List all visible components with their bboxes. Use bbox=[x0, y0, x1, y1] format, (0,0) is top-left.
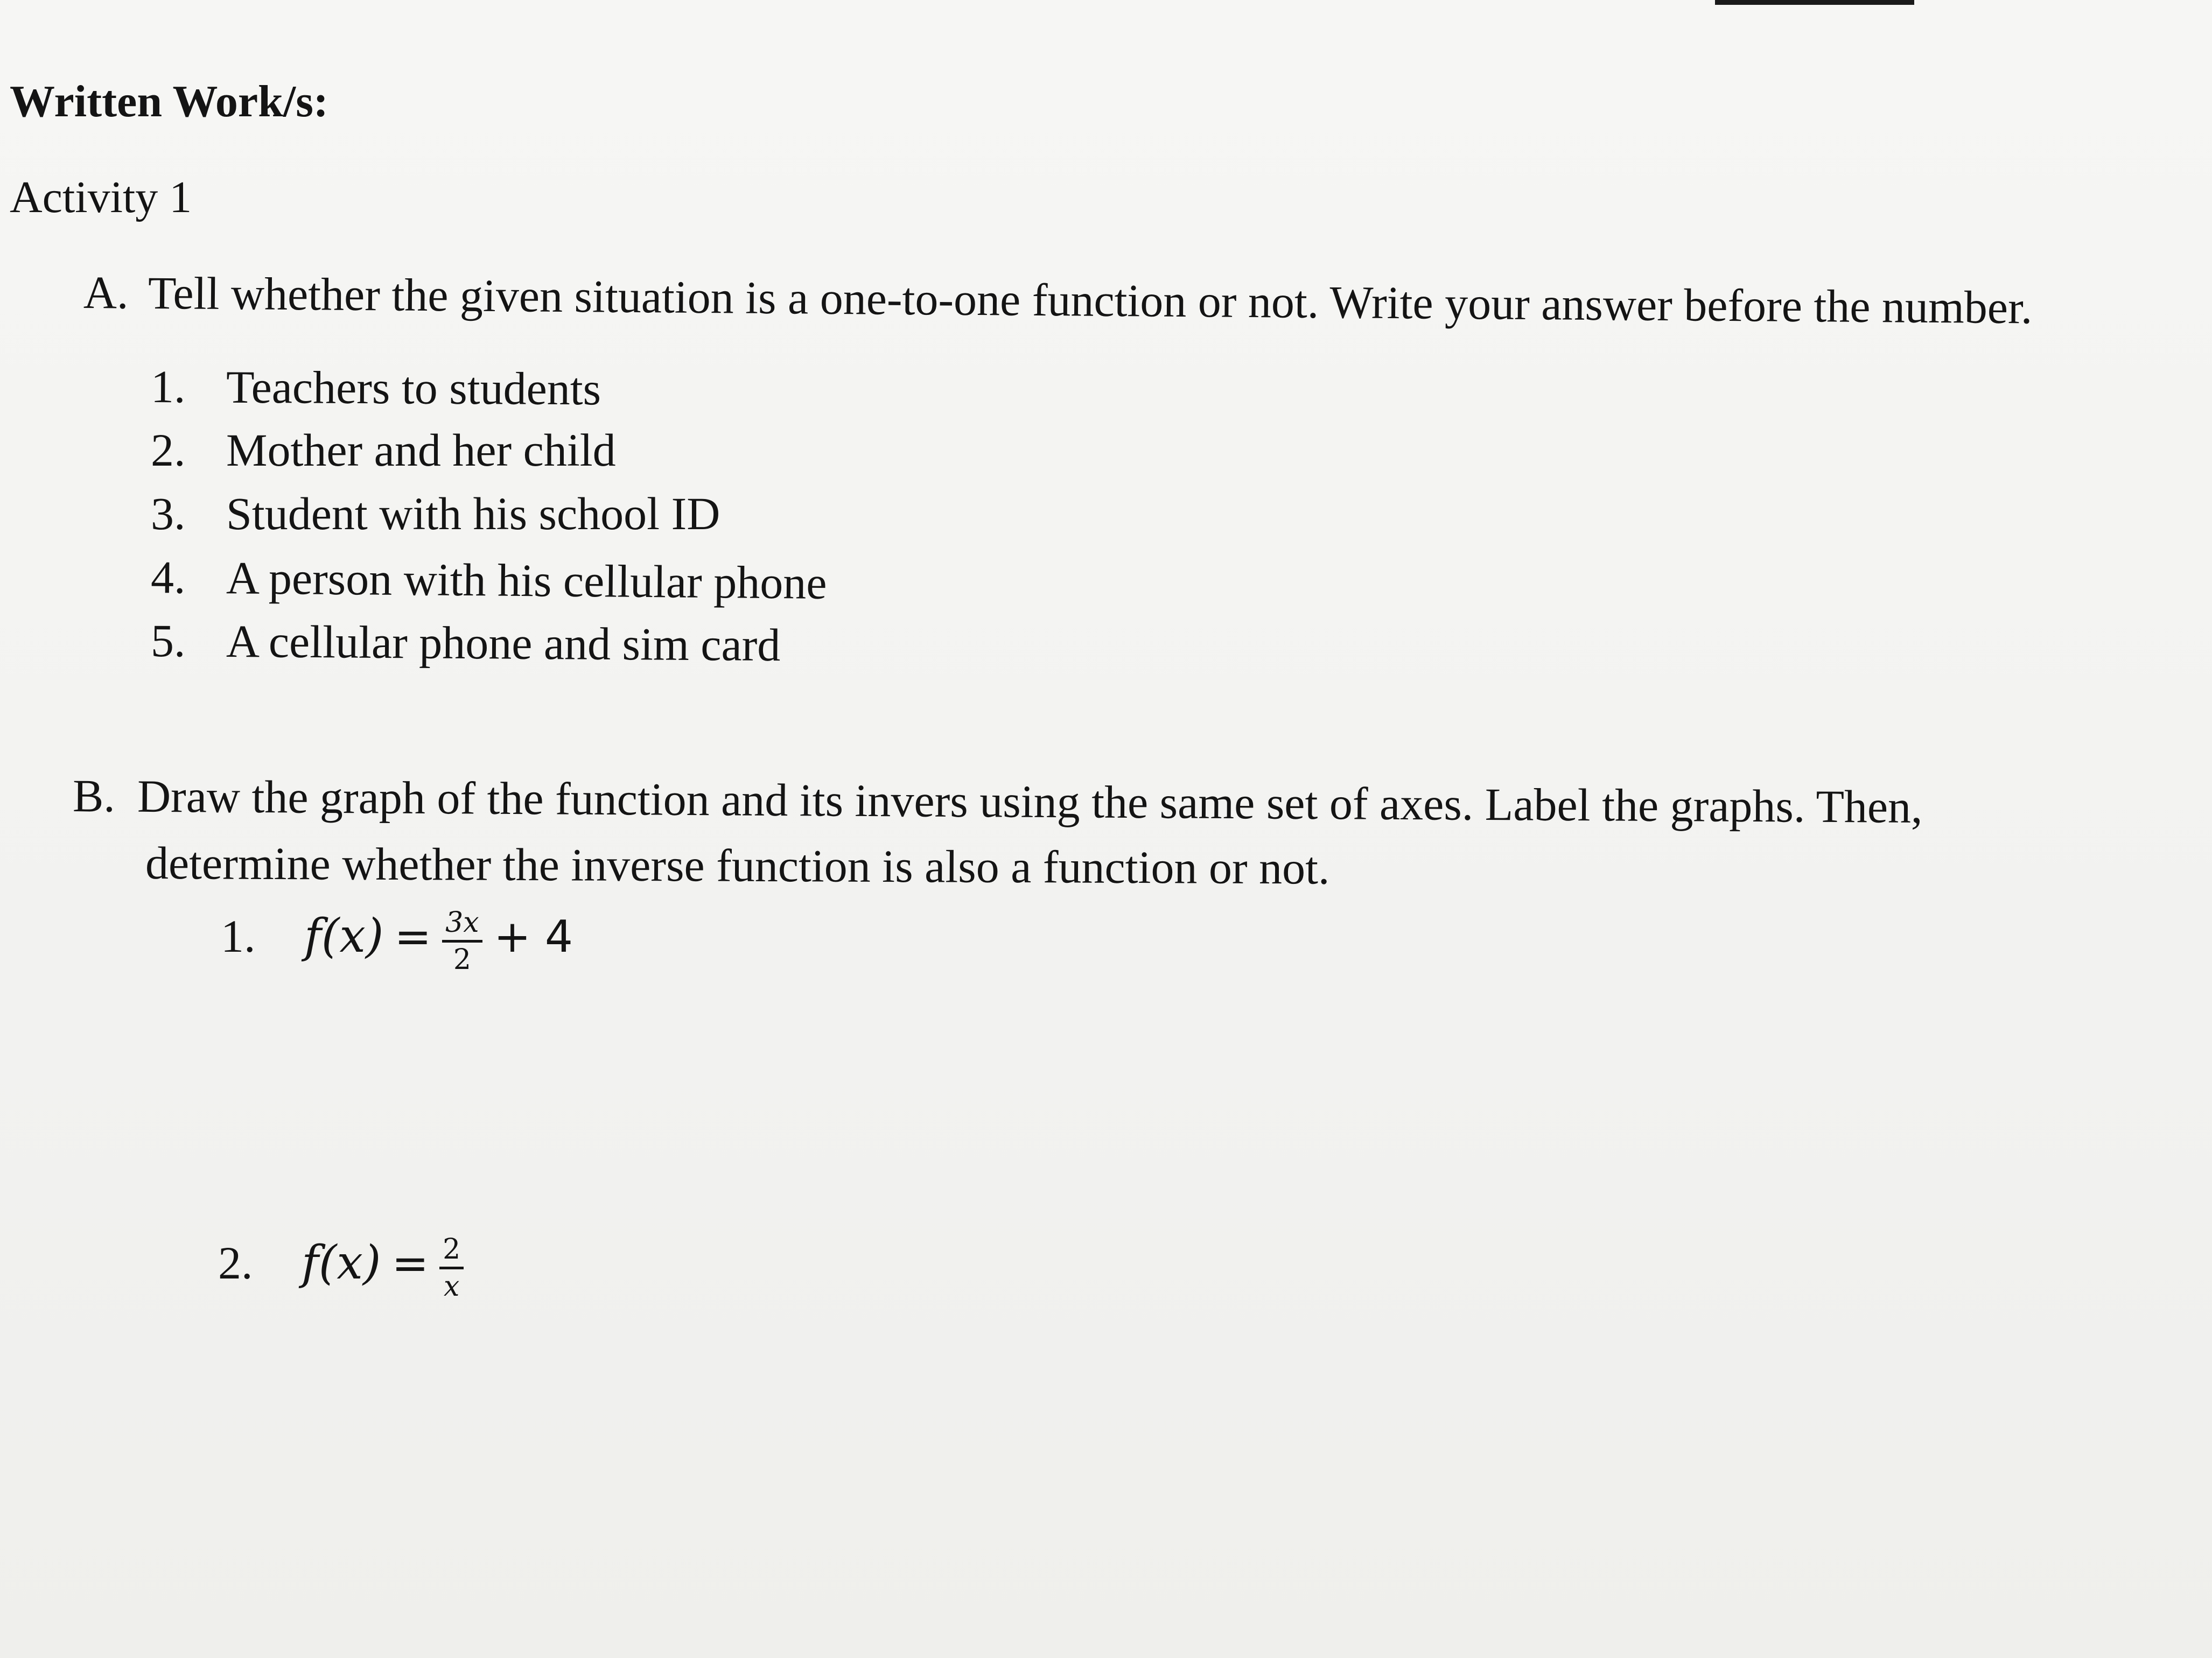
function-constant: + 4 bbox=[494, 911, 573, 963]
item-number: 1. bbox=[150, 361, 186, 413]
item-text: A cellular phone and sim card bbox=[226, 615, 781, 671]
function-lhs: f(x) bbox=[302, 1236, 381, 1290]
fraction-denominator: x bbox=[444, 1270, 460, 1303]
part-b-instruction-line1: Draw the graph of the function and its invers using the same set of axes. Label the graphs. Then, bbox=[137, 770, 1923, 833]
part-a-list bbox=[151, 363, 827, 681]
part-b-letter: B. bbox=[72, 770, 116, 822]
fraction bbox=[439, 1235, 464, 1301]
function-lhs: f(x) bbox=[304, 909, 384, 964]
equals-sign: = bbox=[391, 1238, 429, 1290]
part-a-letter: A. bbox=[83, 266, 129, 319]
section-heading: Written Work/s: bbox=[10, 76, 328, 127]
item-text: Teachers to students bbox=[226, 361, 601, 415]
function-item bbox=[218, 1235, 464, 1301]
fraction-numerator: 2 bbox=[439, 1235, 464, 1269]
part-a-instruction bbox=[83, 266, 2033, 334]
item-number: 5. bbox=[150, 615, 186, 667]
equals-sign: = bbox=[394, 911, 432, 963]
fraction bbox=[442, 909, 482, 974]
item-text: Student with his school ID bbox=[226, 488, 720, 539]
list-item bbox=[151, 617, 827, 686]
function-item bbox=[221, 909, 573, 974]
fraction-numerator: 3x bbox=[442, 909, 482, 943]
item-number: 2. bbox=[218, 1237, 253, 1289]
item-number: 3. bbox=[151, 488, 186, 539]
activity-title: Activity 1 bbox=[10, 172, 192, 222]
part-b-instruction-line2: determine whether the inverse function is also a function or not. bbox=[145, 837, 1330, 894]
top-rule-line bbox=[1715, 0, 1914, 5]
item-text: Mother and her child bbox=[226, 424, 616, 476]
list-item bbox=[151, 490, 827, 554]
item-text: A person with his cellular phone bbox=[226, 552, 827, 609]
list-item bbox=[151, 363, 827, 431]
part-b-instruction bbox=[72, 770, 1923, 833]
list-item bbox=[150, 551, 827, 623]
item-number: 4. bbox=[150, 551, 186, 603]
part-a-instruction-text: Tell whether the given situation is a one-to-one function or not. Write your answer before the number. bbox=[148, 266, 2033, 334]
item-number: 2. bbox=[151, 424, 186, 476]
fraction-denominator: 2 bbox=[453, 944, 471, 976]
item-number: 1. bbox=[221, 910, 256, 963]
list-item bbox=[151, 424, 827, 490]
